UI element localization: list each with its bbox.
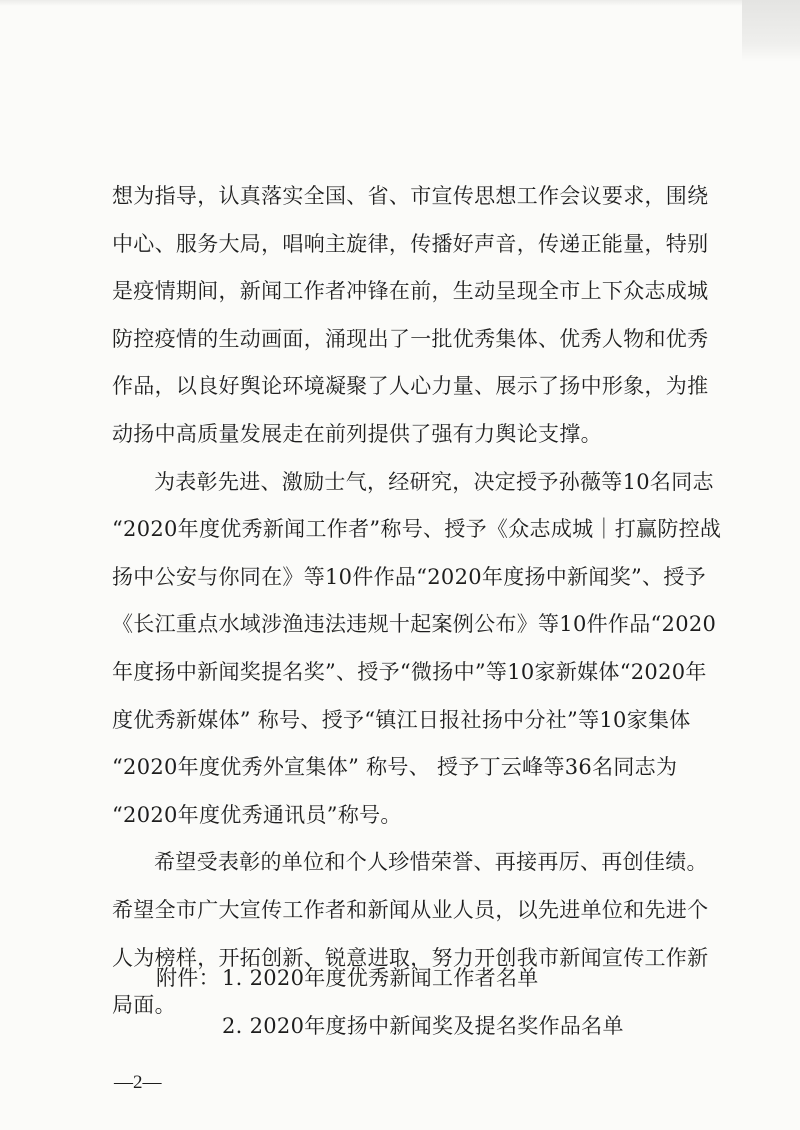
paragraph-line: 是疫情期间，新闻工作者冲锋在前，生动呈现全市上下众志成城: [112, 279, 709, 303]
paragraph-line: 防控疫情的生动画面，涌现出了一批优秀集体、优秀人物和优秀: [112, 327, 709, 351]
page-number: —2—: [114, 1072, 162, 1093]
paragraph-line: “2020年度优秀通讯员”称号。: [112, 803, 402, 827]
paragraph-line: 想为指导，认真落实全国、省、市宣传思想工作会议要求，围绕: [112, 184, 709, 208]
paragraph-line: 作品，以良好舆论环境凝聚了人心力量、展示了扬中形象，为推: [112, 374, 709, 398]
paragraph-line: 为表彰先进、激励士气，经研究，决定授予孙薇等10名同志: [154, 470, 714, 494]
attachments-label: 附件：: [156, 966, 220, 990]
paragraph-line: 希望全市广大宣传工作者和新闻从业人员，以先进单位和先进个: [112, 898, 709, 922]
attachment-item-1: 1. 2020年度优秀新闻工作者名单: [222, 966, 539, 990]
paragraph-line: “2020年度优秀新闻工作者”称号、授予《众志成城｜打赢防控战: [112, 517, 722, 541]
paragraph-line: 中心、服务大局，唱响主旋律，传播好声音，传递正能量，特别: [112, 232, 709, 256]
paragraph-line: “2020年度优秀外宣集体” 称号、 授予丁云峰等36名同志为: [112, 755, 678, 779]
paragraph-line: 人为榜样，开拓创新、锐意进取，努力开创我市新闻宣传工作新: [112, 946, 709, 970]
paragraph-line: 动扬中高质量发展走在前列提供了强有力舆论支撑。: [112, 422, 602, 446]
scan-corner-shadow: [742, 0, 800, 62]
scan-top-edge: [0, 0, 800, 6]
paragraph-line: 《长江重点水域涉渔违法违规十起案例公布》等10件作品“2020: [112, 612, 717, 636]
paragraph-line: 希望受表彰的单位和个人珍惜荣誉、再接再厉、再创佳绩。: [154, 850, 708, 874]
paragraph-line: 扬中公安与你同在》等10件作品“2020年度扬中新闻奖”、授予: [112, 565, 706, 589]
paragraph-line: 度优秀新媒体” 称号、授予“镇江日报社扬中分社”等10家集体: [112, 708, 691, 732]
paragraph-line: 年度扬中新闻奖提名奖”、授予“微扬中”等10家新媒体“2020年: [112, 660, 707, 684]
paragraph-line: 局面。: [112, 993, 176, 1017]
attachment-item-2: 2. 2020年度扬中新闻奖及提名奖作品名单: [222, 1014, 624, 1038]
